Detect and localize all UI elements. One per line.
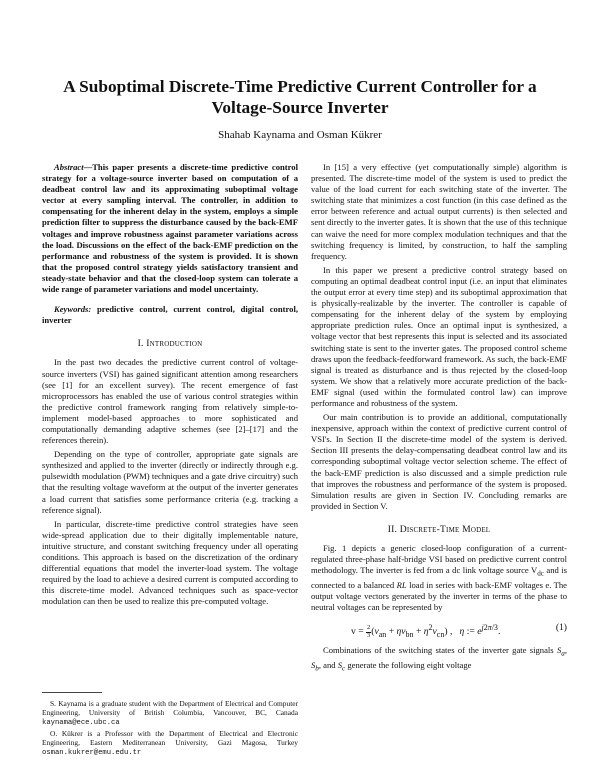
- keywords: [42, 304, 298, 326]
- model-paragraph-1-b: and is connected to a balanced: [311, 565, 568, 590]
- equation-1-number: (1): [555, 622, 567, 634]
- abstract: Abstract—This paper presents a discrete-time predictive control strategy for a voltage-source inverter based on computation of a deadbeat control law and its approximating suboptimal voltage vector at every sampling interval. The controller, in addition to compensating for the inherent delay in the system, employs a simple prediction filter to suppress the disturbance caused by the back-EMF voltages and improve robustness against parameter variations across the load. Discussions on the effect of the back-EMF prediction on the performance and robustness of the system is provided. It is shown that the proposed control strategy yields satisfactory transient and steady-state behavior and that the closed-loop system can tolerate a wide range of parameter variations and model uncertainty.: [42, 162, 298, 295]
- model-paragraph-2-c: generate the following eight voltage: [345, 660, 472, 671]
- section-2-heading: [311, 524, 567, 535]
- section-2-number: II.: [387, 523, 398, 535]
- equation-fraction: $\frac{2}{3}$: [367, 624, 371, 639]
- model-paragraph-1-c: load in series with back-EMF voltages e. The output voltage vectors generated by the inverter in terms of the phase to neutral voltages can be represented by: [311, 580, 567, 613]
- keywords-text: predictive control, current control, digital control, inverter: [42, 304, 298, 326]
- equation-1-body: v = $\frac{2}{3}$ $(v_{an} + \eta v_{bn} + \eta^2v_{cn})$ , η := $e^{j2\pi/3}$.: [351, 623, 501, 640]
- paper-authors: Shahab Kaynama and Osman Kükrer: [218, 129, 382, 141]
- footnote-first: [42, 699, 298, 729]
- intro-paragraph-3: In particular, discrete-time predictive control strategies have seen wide-spread application due to their digitally implementable nature, intuitive structure, and constant switching frequency under all operating conditions. This approach is based on the discretization of the ordinary differential equations that model the inverter-load system. The voltage required by the load to achieve a desired current is computed according to this discrete-time model. Advanced techniques such as space-vector modulation can then be used to realize this pre-computed voltage.: [42, 518, 298, 607]
- model-paragraph-2-b: , and: [318, 660, 338, 671]
- model-paragraph-1: [311, 543, 567, 613]
- section-1-title: Introduction: [146, 338, 203, 350]
- rl-symbol: RL: [396, 580, 407, 590]
- footnote-second-text: O. Kükrer is a Professor with the Department of Electrical and Electronic Engineering, Eastern Mediterranean University, Gazi Magosa, Turkey: [42, 728, 298, 747]
- right-paragraph-2: In this paper we present a predictive control strategy based on computing an optimal deadbeat control input (i.e. an input that eliminates the output error at every time step) and its suboptimal approximation that is physically-realizable by the inverter. The controller is capable of compensating for the inherent delay of the system by employing appropriate prediction rules. Once an optimal input is synthesized, a voltage vector that best represents this input is selected and its associated switching state is sent to the inverter gates. The proposed control scheme draws upon the feedback-feedforward framework. As such, the back-EMF signal is treated as disturbance and is thus rejected by the closed-loop system. We show that a relatively more accurate prediction of the back-EMF signal (used within the formulated control law) can improve performance and robustness of the system.: [311, 264, 567, 408]
- keywords-label: Keywords:: [54, 304, 92, 315]
- right-paragraph-1: In [15] a very effective (yet computationally simple) algorithm is presented. The discrete-time model of the system is used to predict the value of the load current for each switching state of the inverter. The switching state that minimizes a cost function (in this case defined as the error between reference and actual output currents) is then selected and sent directly to the inverter gates. It is shown that the use of this technique can waive the need for more complex modulation techniques and that the switching frequency is limited, by construction, to half the sampling frequency.: [311, 162, 567, 261]
- footnote-first-email: kaynama@ece.ubc.ca: [42, 719, 120, 728]
- paper-title: A Suboptimal Discrete-Time Predictive Current Controller for a Voltage-Source Inverter: [63, 77, 537, 117]
- section-2-title: Discrete-Time Model: [399, 523, 491, 535]
- footnote-rule: [42, 692, 102, 693]
- model-paragraph-2: Combinations of the switching states of the inverter gate signals $S_a$, $S_b$, and $S_c$ generate the following eight voltage: [311, 645, 567, 673]
- right-paragraph-3: Our main contribution is to provide an additional, computationally inexpensive, approach within the context of predictive current control of VSI's. In Section II the discrete-time model of the system is derived. Section III presents the delay-compensating deadbeat control law and its corresponding suboptimal voltage vector selection scheme. The effect of the back-EMF prediction is also discussed and a simple prediction rule that improves the robustness and performance of the system is proposed. Simulation results are given in Section IV. Concluding remarks are provided in Section V.: [311, 412, 567, 511]
- footnote-second-email: osman.kukrer@emu.edu.tr: [42, 749, 142, 758]
- intro-paragraph-1: In the past two decades the predictive current control of voltage-source inverters (VSI) has gained significant attention among researchers (see [1] for an excellent survey). The recent emergence of fast microprocessors has enabled the use of various control strategies within the predictive control framework ranging from relatively simple-to-implement model-based approaches to more sophisticated and computationally demanding adaptive schemes (see [2]–[17] and the references therein).: [42, 357, 298, 446]
- left-column: [42, 162, 298, 607]
- section-1-heading: [42, 338, 298, 349]
- vdc-subscript: dc: [537, 569, 544, 578]
- footnote-first-text: S. Kaynama is a graduate student with the Department of Electrical and Computer Engineering, University of British Columbia, Vancouver, BC, Canada: [42, 699, 298, 718]
- footnotes: [42, 692, 298, 758]
- model-paragraph-2-a: Combinations of the switching states of the inverter gate signals: [323, 645, 557, 656]
- model-paragraph-1-a: Fig. 1 depicts a generic closed-loop configuration of a current-regulated three-phase half-bridge VSI based on predictive current control methodology. The inverter is fed from a dc link voltage source V: [311, 543, 567, 576]
- equation-1: [311, 619, 567, 639]
- abstract-text: This paper presents a discrete-time predictive control strategy for a voltage-source inverter based on computation of a deadbeat control law and its approximating suboptimal voltage vector at every sampling interval. The controller, in addition to compensating for the inherent delay in the system, employs a simple prediction filter to suppress the disturbance caused by the back-EMF voltages and improve robustness against parameter variations across the load. Discussions on the effect of the back-EMF prediction on the performance and robustness of the system is provided. It is shown that the proposed control strategy yields satisfactory transient and steady-state behavior and that the closed-loop system can tolerate a wide range of parameter variations and model uncertainty.: [42, 162, 298, 295]
- section-1-number: I.: [137, 338, 144, 350]
- abstract-label: Abstract: [54, 162, 84, 172]
- right-column: [311, 162, 567, 675]
- intro-paragraph-2: Depending on the type of controller, appropriate gate signals are synthesized and applied to the inverter (directly or indirectly through e.g. pulsewidth modulation (PWM) techniques and a gate drive circuitry) such that the resulting voltage waveform at the output of the inverter generates a load current that satisfies some performance criteria (e.g. tracking a reference signal).: [42, 449, 298, 515]
- footnote-second: [42, 729, 298, 759]
